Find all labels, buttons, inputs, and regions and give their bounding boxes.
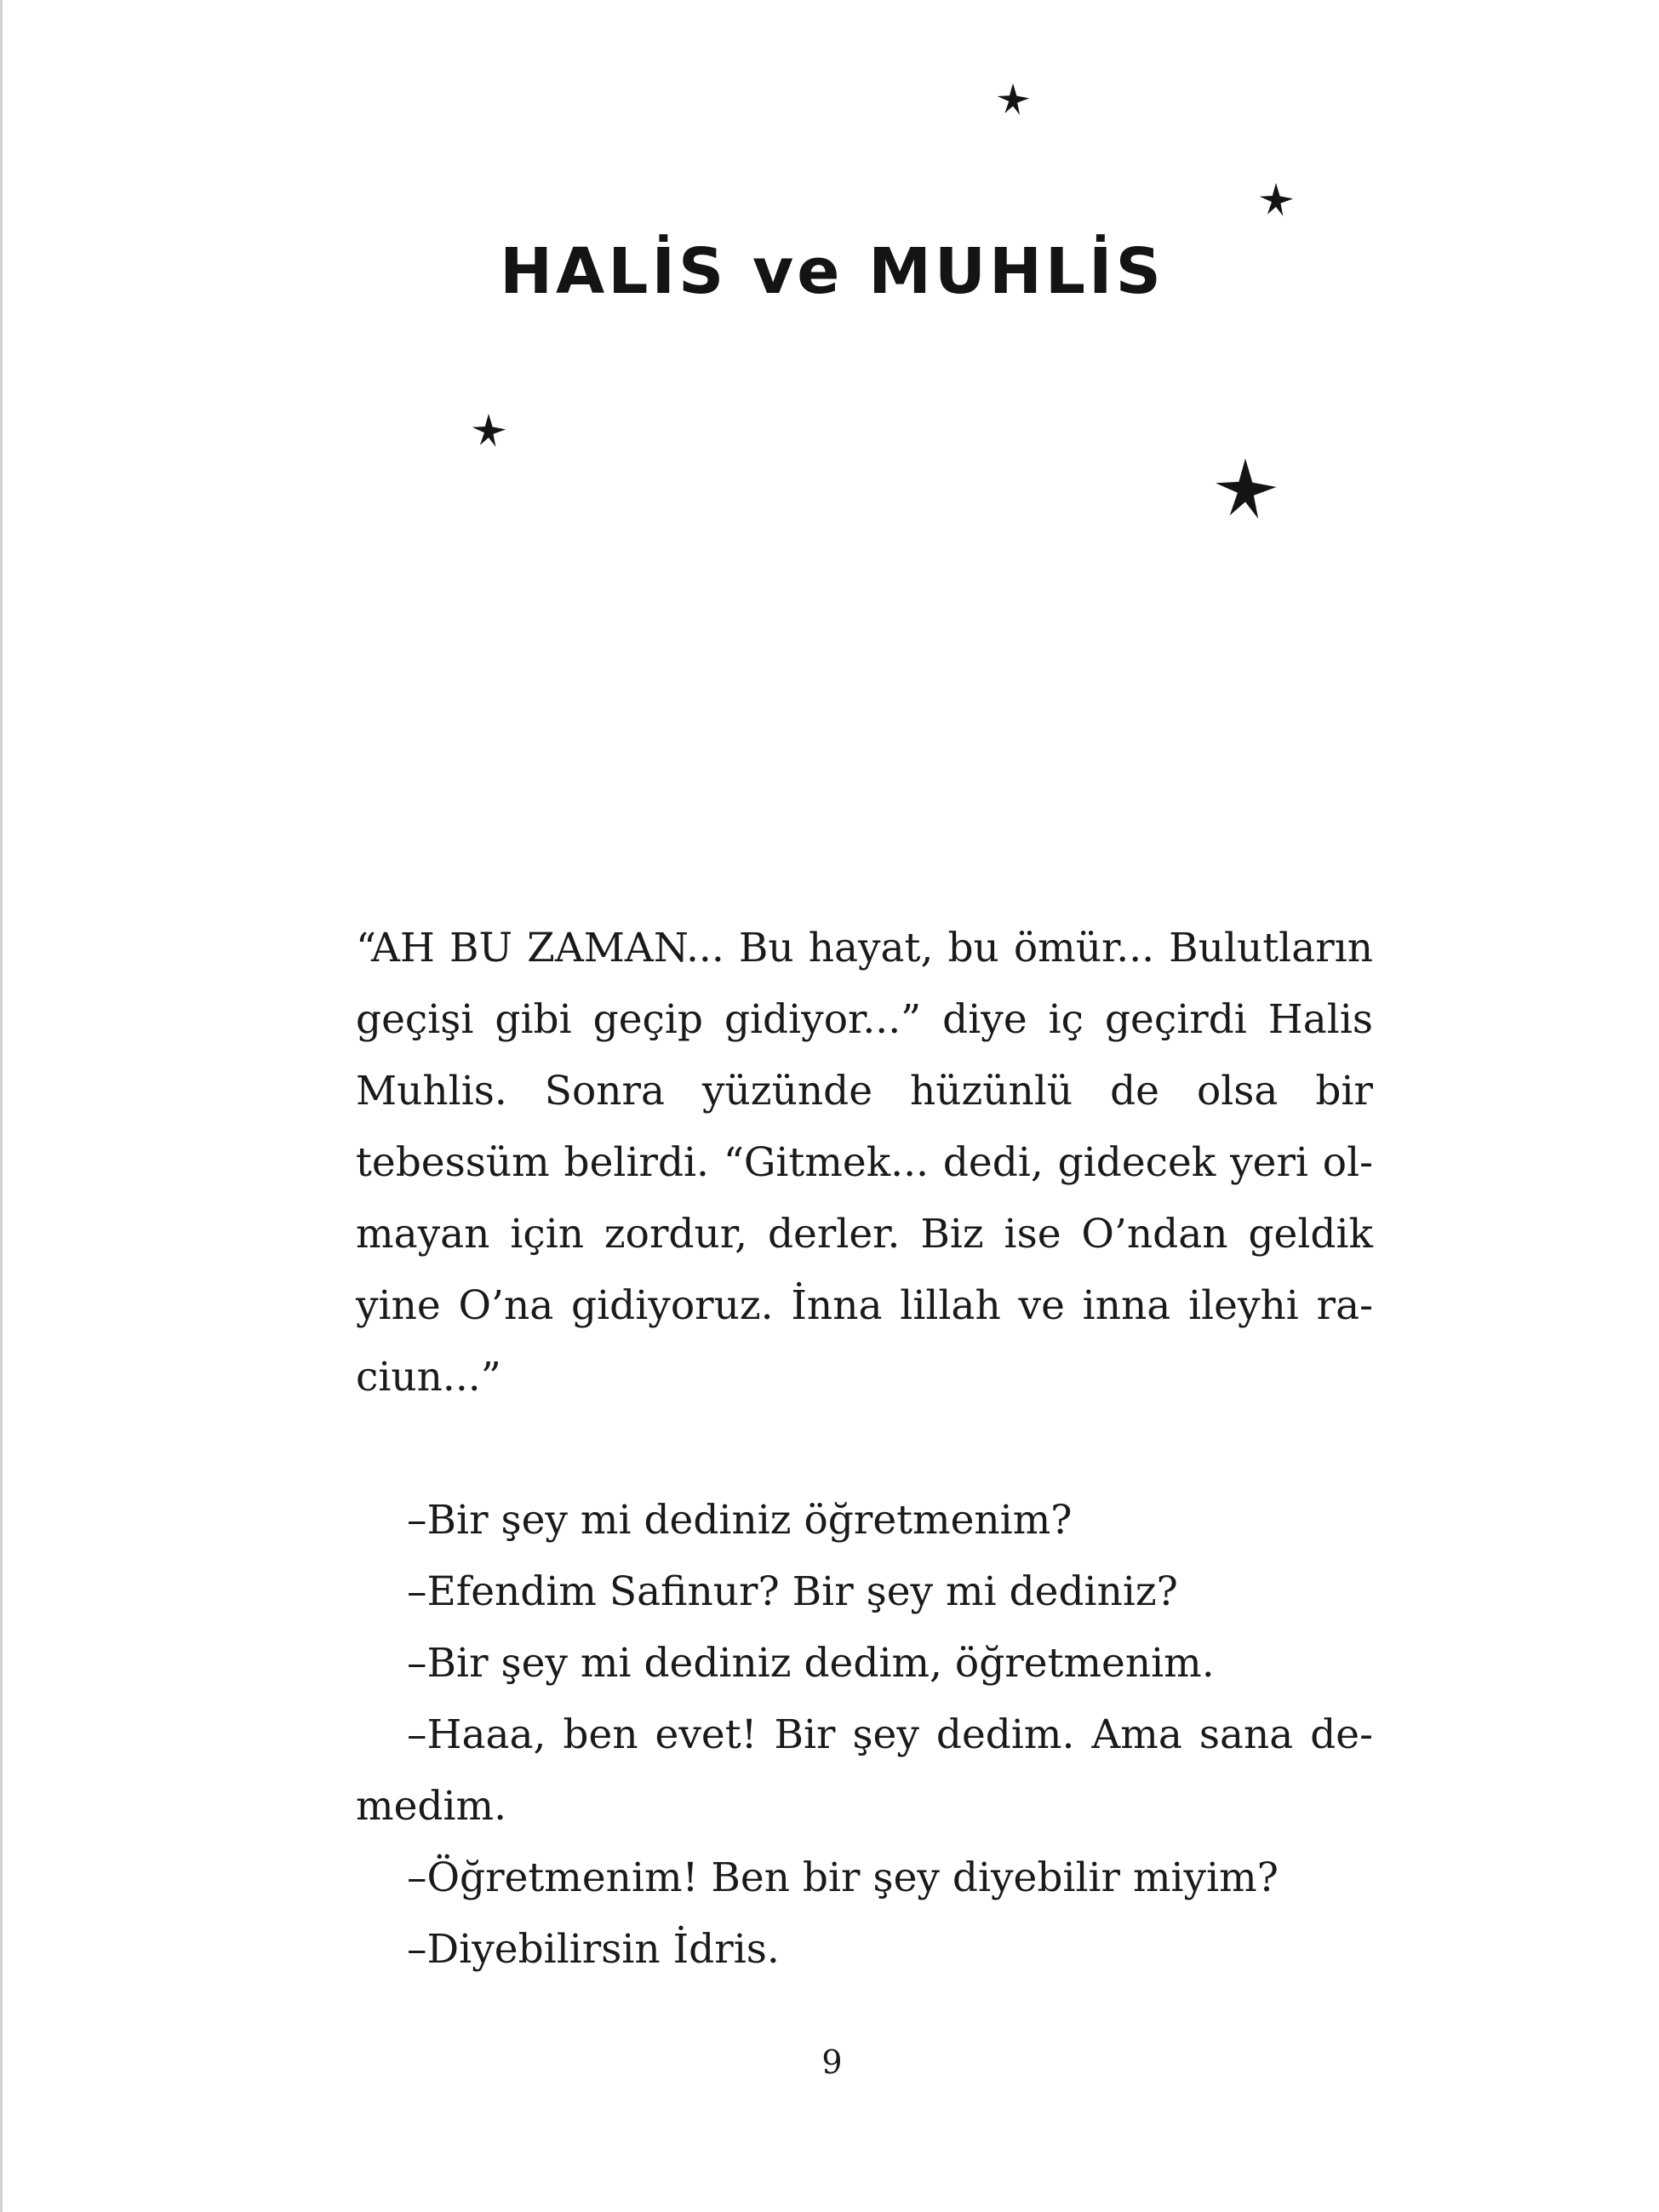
chapter-title: HALİS ve MUHLİS [500,235,1164,308]
star-icon [471,413,506,449]
dialogue-line: –Efendim Safinur? Bir şey mi dediniz? [407,1568,1178,1615]
dialogue-line: –Bir şey mi dediniz öğretmenim? [407,1497,1073,1544]
star-icon [996,83,1030,117]
dialogue-line: –Haaa, ben evet! Bir şey dedim. Ama sana demedim. [356,1711,1373,1830]
dialogue-line: –Diyebilirsin İdris. [407,1926,780,1973]
opening-paragraph: “AH BU ZAMAN... Bu hayat, bu ömür... Bulutların geçişi gibi geçip gidiyor...” diye iç geçirdi Halis Muhlis. Sonra yüzünde hüzünlü de olsa bir tebessüm belirdi. “Gitmek... dedi, gidecek yeri olmayan için zordur, derler. Biz ise O’ndan geldik yine O’na gidiyoruz. İnna lillah ve inna ileyhi raciun...” [356,925,1373,1401]
dialogue-block [356,1485,1373,1986]
star-icon [1258,182,1294,218]
dialogue-line: –Öğretmenim! Ben bir şey diyebilir miyim? [407,1854,1279,1901]
page-number: 9 [821,2043,843,2081]
dialogue-line: –Bir şey mi dediniz dedim, öğretmenim. [407,1640,1215,1687]
star-icon [1213,457,1278,522]
body-text [356,913,1373,1986]
